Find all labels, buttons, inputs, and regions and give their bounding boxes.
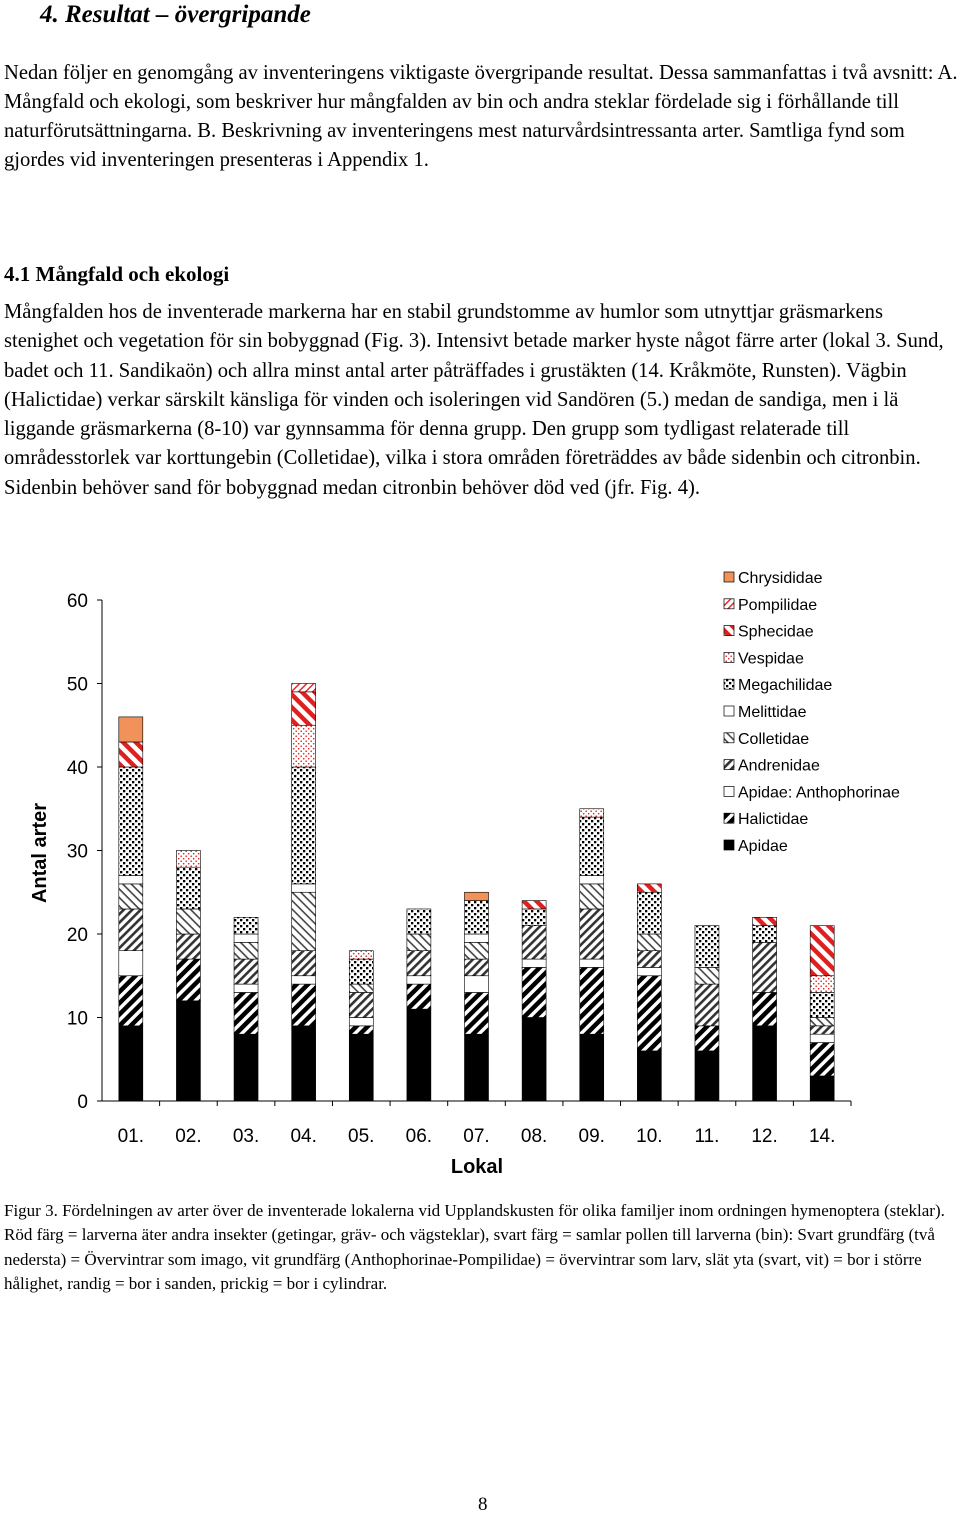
bar-segment-halictidae <box>234 992 258 1034</box>
legend-swatch-halictidae <box>724 813 734 823</box>
bar-segment-apidae-anthophorinae <box>522 959 546 967</box>
legend-swatch-sphecidae <box>724 626 734 636</box>
legend-swatch-colletidae <box>724 733 734 743</box>
x-tick-label: 14. <box>808 1126 836 1147</box>
bar-segment-vespidae <box>580 809 604 817</box>
x-tick-label: 11. <box>694 1126 720 1147</box>
x-tick-label: 10. <box>636 1126 663 1147</box>
bar-segment-apidae <box>637 1051 661 1101</box>
bar-segment-pompilidae <box>292 684 316 692</box>
bar-segment-colletidae <box>695 967 719 984</box>
bar-segment-vespidae <box>349 951 373 959</box>
bar-segment-andrenidae <box>522 926 546 959</box>
bar-segment-halictidae <box>176 959 200 1001</box>
bar-segment-apidae-anthophorinae <box>292 976 316 984</box>
bar-segment-halictidae <box>637 976 661 1051</box>
legend-swatch-apidae-anthophorinae <box>724 786 734 796</box>
legend-swatch-andrenidae <box>724 760 734 770</box>
bar-segment-vespidae <box>810 976 834 993</box>
subsection-paragraph: Mångfalden hos de inventerade markerna har en stabil grundstomme av humlor som utnyttjar gräsmarkens stenighet och vegetation för sin bobyggnad (Fig. 3). Intensivt betade marker hyste något färre arter (lokal 3. Sund, badet och 11. Sandikaön) och allra minst antal arter påträffades i grustäkten (14. Kråkmöte, Runsten). Vägbin (Halictidae) verkar särskilt känsliga för vinden och isoleringen vid Sandören (5.) medan de sandiga, men i lä liggande gräsmarkerna (8-10) var gynnsamma för denna grupp. Den grupp som tydligast relaterade till områdesstorlek var korttungebin (Colletidae), vilka i stora områden företräddes av både sidenbin och citronbin. Sidenbin behöver sand för bobyggnad medan citronbin behöver död ved (jfr. Fig. 4). <box>4 301 944 499</box>
bar-segment-halictidae <box>522 967 546 1017</box>
subsection-heading: 4.1 Mångfald och ekologi <box>4 262 230 286</box>
bar-segment-apidae-anthophorinae <box>119 951 143 976</box>
bar-segment-sphecidae <box>292 692 316 725</box>
chart-legend <box>724 570 900 855</box>
bar-segment-andrenidae <box>753 942 777 992</box>
bar-segment-apidae <box>234 1034 258 1101</box>
x-tick-label: 04. <box>290 1126 317 1147</box>
bar-segment-apidae <box>753 1026 777 1101</box>
plot-area <box>67 591 851 1147</box>
figure-caption: Figur 3. Fördelningen av arter över de inventerade lokalerna vid Upplandskusten för olika familjer inom ordningen hymenoptera (steklar). Röd färg = larverna äter andra insekter (getingar, gräv- och vägsteklar), svart färg = samlar pollen till larverna (bin): Svart grundfärg (två nedersta) = Övervintrar som imago, vit grundfärg (Anthophorinae-Pompilidae) = övervintrar som larv, slät yta (svart, vit) = bor i större hålighet, randig = bor i sanden, prickig = bor i cylindrar. <box>4 1201 945 1294</box>
bar-segment-melittidae <box>465 934 489 942</box>
bar-segment-apidae <box>522 1018 546 1102</box>
bar-segment-halictidae <box>465 992 489 1034</box>
bar-segment-apidae <box>810 1076 834 1101</box>
bar-segment-andrenidae <box>407 951 431 976</box>
bar-segment-megachilidae <box>637 892 661 934</box>
bar-segment-colletidae <box>176 909 200 934</box>
x-tick-label: 01. <box>117 1126 145 1147</box>
y-tick-label: 50 <box>66 674 88 696</box>
stacked-bar-chart <box>0 565 960 1185</box>
bar-segment-halictidae <box>349 1026 373 1034</box>
x-tick-label: 09. <box>578 1126 605 1147</box>
legend-swatch-melittidae <box>724 706 734 716</box>
bar-segment-chrysididae <box>465 892 489 900</box>
bar-segment-apidae-anthophorinae <box>234 984 258 992</box>
page-number: 8 <box>478 1494 488 1515</box>
bar-segment-apidae <box>119 1026 143 1101</box>
bar-segment-andrenidae <box>580 909 604 959</box>
bar-segment-colletidae <box>292 892 316 950</box>
bar-segment-megachilidae <box>465 901 489 934</box>
bar-segment-megachilidae <box>176 867 200 909</box>
bar-segment-andrenidae <box>465 959 489 976</box>
bar-segment-andrenidae <box>234 959 258 984</box>
bar-segment-halictidae <box>119 976 143 1026</box>
legend-label: Pompilidae <box>738 596 818 614</box>
bar-segment-halictidae <box>695 1026 719 1051</box>
legend-label: Apidae: Anthophorinae <box>738 784 900 802</box>
bar-segment-melittidae <box>119 876 143 884</box>
bar-segment-apidae <box>349 1034 373 1101</box>
bar-segment-andrenidae <box>810 1026 834 1034</box>
bar-segment-colletidae <box>580 884 604 909</box>
bar-segment-apidae-anthophorinae <box>349 1018 373 1026</box>
bar-segment-sphecidae <box>810 926 834 976</box>
legend-label: Melittidae <box>738 704 807 721</box>
bar-segment-colletidae <box>465 942 489 959</box>
x-tick-label: 08. <box>520 1126 548 1147</box>
y-tick-label: 0 <box>77 1092 88 1113</box>
bar-segment-andrenidae <box>119 909 143 951</box>
bar-segment-megachilidae <box>407 909 431 934</box>
bar-segment-andrenidae <box>349 992 373 1017</box>
bar-segment-apidae <box>465 1034 489 1101</box>
legend-label: Vespidae <box>738 650 804 668</box>
bar-segment-megachilidae <box>119 767 143 876</box>
y-axis-label: Antal arter <box>29 802 51 904</box>
bar-segment-apidae-anthophorinae <box>407 976 431 984</box>
bar-segment-andrenidae <box>637 951 661 968</box>
legend-label: Colletidae <box>738 730 810 748</box>
bar-segment-sphecidae <box>637 884 661 892</box>
bar-segment-halictidae <box>810 1043 834 1076</box>
bar-segment-halictidae <box>580 967 604 1034</box>
legend-swatch-vespidae <box>724 652 734 662</box>
bar-segment-apidae <box>292 1026 316 1101</box>
bar-segment-melittidae <box>580 876 604 884</box>
legend-label: Andrenidae <box>738 757 820 775</box>
bar-segment-colletidae <box>810 1018 834 1026</box>
bar-segment-colletidae <box>119 884 143 909</box>
bar-segment-halictidae <box>292 984 316 1026</box>
y-tick-label: 10 <box>66 1008 88 1030</box>
bar-segment-apidae <box>407 1009 431 1101</box>
x-tick-label: 02. <box>175 1126 202 1147</box>
legend-swatch-megachilidae <box>724 679 734 689</box>
y-tick-label: 20 <box>66 925 88 946</box>
bar-segment-apidae-anthophorinae <box>810 1034 834 1042</box>
x-tick-label: 03. <box>232 1126 260 1147</box>
x-tick-label: 06. <box>405 1126 433 1147</box>
bar-segment-sphecidae <box>753 917 777 925</box>
bar-segment-sphecidae <box>119 742 143 767</box>
bar-segment-megachilidae <box>522 909 546 926</box>
legend-label: Megachilidae <box>738 677 833 695</box>
legend-swatch-pompilidae <box>724 599 734 609</box>
legend-swatch-chrysididae <box>724 572 734 582</box>
bar-segment-megachilidae <box>234 917 258 934</box>
y-tick-label: 60 <box>66 591 88 612</box>
bar-segment-colletidae <box>234 942 258 959</box>
bar-segment-megachilidae <box>810 992 834 1017</box>
legend-label: Chrysididae <box>738 570 823 587</box>
bar-segment-megachilidae <box>753 926 777 943</box>
bar-segment-colletidae <box>637 934 661 951</box>
bar-segment-colletidae <box>349 984 373 992</box>
bar-segment-andrenidae <box>292 951 316 976</box>
bar-segment-halictidae <box>407 984 431 1009</box>
y-tick-label: 30 <box>66 841 88 863</box>
bar-segment-halictidae <box>753 992 777 1025</box>
bar-segment-vespidae <box>176 851 200 868</box>
bar-segment-sphecidae <box>522 901 546 909</box>
bar-segment-megachilidae <box>695 926 719 968</box>
x-tick-label: 07. <box>463 1126 490 1147</box>
bar-segment-apidae-anthophorinae <box>637 967 661 975</box>
bar-segment-melittidae <box>292 884 316 892</box>
bar-segment-andrenidae <box>695 984 719 1026</box>
legend-swatch-apidae <box>724 840 734 850</box>
bar-segment-apidae <box>580 1034 604 1101</box>
bar-segment-melittidae <box>234 934 258 942</box>
bar-segment-megachilidae <box>349 959 373 984</box>
legend-label: Halictidae <box>738 811 809 829</box>
y-tick-label: 40 <box>66 758 88 779</box>
legend-label: Sphecidae <box>738 623 814 641</box>
bar-segment-vespidae <box>292 725 316 767</box>
bar-segment-megachilidae <box>292 767 316 884</box>
bar-segment-andrenidae <box>176 934 200 959</box>
legend-label: Apidae <box>738 838 788 855</box>
x-tick-label: 05. <box>348 1126 375 1147</box>
intro-paragraph: Nedan följer en genomgång av inventeringens viktigaste övergripande resultat. Dessa sammanfattas i två avsnitt: A. Mångfald och ekologi, som beskriver hur mångfalden av bin och andra steklar fördelade sig i förhållande till naturförutsättningarna. B. Beskrivning av inventeringens mest naturvårdsintressanta arter. Samtliga fynd som gjordes vid inventeringen presenteras i Appendix 1. <box>4 62 958 171</box>
bar-segment-apidae <box>176 1001 200 1101</box>
bar-segment-apidae <box>695 1051 719 1101</box>
bar-segment-colletidae <box>407 934 431 951</box>
x-tick-label: 12. <box>751 1126 778 1147</box>
bar-segment-megachilidae <box>580 817 604 875</box>
bar-segment-apidae-anthophorinae <box>465 976 489 993</box>
bar-segment-chrysididae <box>119 717 143 742</box>
bar-segment-apidae-anthophorinae <box>580 959 604 967</box>
section-heading: 4. Resultat – övergripande <box>40 1 311 28</box>
x-axis-label: Lokal <box>450 1156 504 1178</box>
